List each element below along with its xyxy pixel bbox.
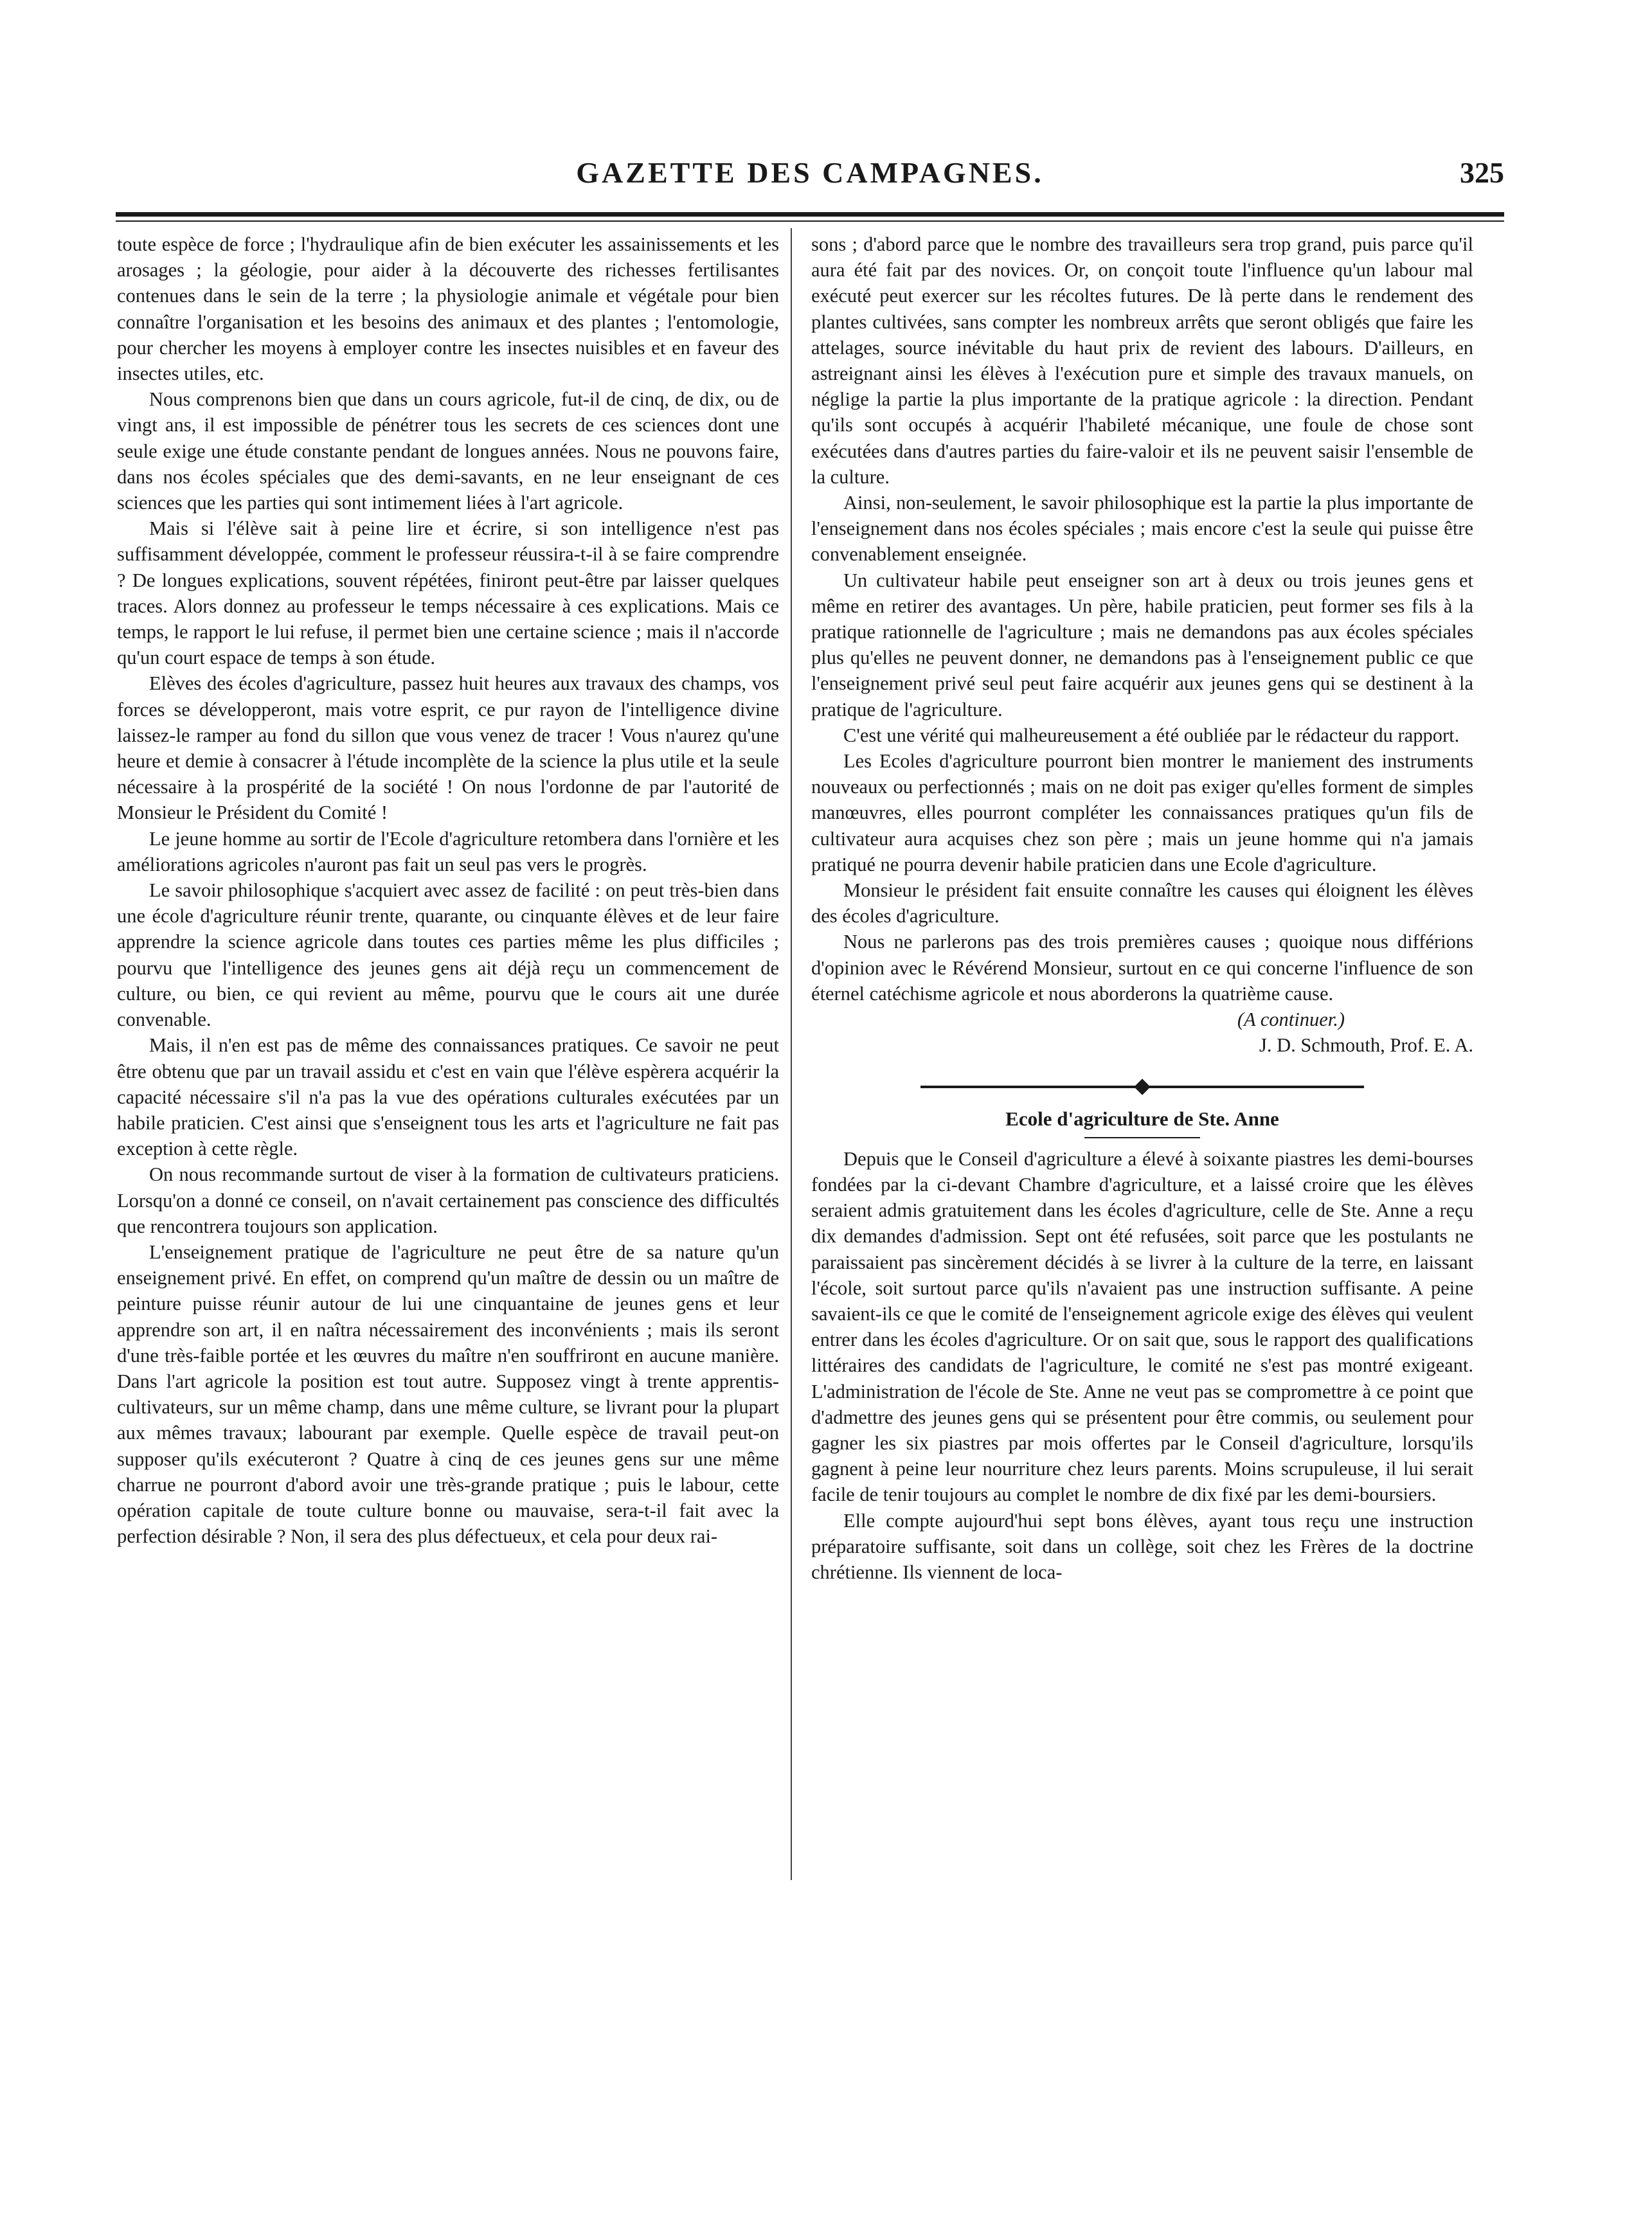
ornament-diamond (1134, 1079, 1150, 1095)
paragraph: Mais si l'élève sait à peine lire et écrire, si son intelligence n'est pas suffisamment développée, comment le professeur réussira-t-il à se faire comprendre ? De longues explications, souvent répétées, finiront peut-être par laisser quelques traces. Alors donnez au professeur le temps nécessaire à ces explications. Mais ce temps, le rapport le lui refuse, il permet bien une certaine science ; mais il n'accorde qu'un court espace de temps à son étude. (117, 517, 779, 669)
paragraph: C'est une vérité qui malheureusement a été oubliée par le rédacteur du rapport. (843, 724, 1460, 746)
paragraph: Elle compte aujourd'hui sept bons élèves, ayant tous reçu une instruction préparatoire suffisante, soit dans un collège, soit chez les Frères de la doctrine chrétienne. Ils viennent de loca- (811, 1509, 1473, 1583)
section-ornament (920, 1077, 1364, 1096)
paragraph: Le jeune homme au sortir de l'Ecole d'agriculture retombera dans l'ornière et les améliorations agricoles n'auront pas fait un seul pas vers le progrès. (117, 827, 779, 875)
right-column-article-end (811, 231, 1473, 1007)
paragraph: Monsieur le président fait ensuite connaître les causes qui éloignent les élèves des écoles d'agriculture. (811, 879, 1473, 927)
paragraph: Elèves des écoles d'agriculture, passez huit heures aux travaux des champs, vos forces se développeront, mais votre esprit, ce pur rayon de l'intelligence divine laissez-le ramper au fond du sillon que vous venez de tracer ! Vous n'aurez qu'une heure et demie à consacrer à l'étude incomplète de la science la plus utile et la seule nécessaire à la prospérité de la société ! On nous l'ordonne de par l'autorité de Monsieur le Président du Comité ! (117, 672, 779, 824)
right-column (811, 231, 1473, 1585)
paragraph: On nous recommande surtout de viser à la formation de cultivateurs praticiens. Lorsqu'on a donné ce conseil, on n'avait certainement pas conscience des difficultés que rencontrera toujours son application. (117, 1163, 779, 1237)
column-divider (791, 228, 792, 1880)
page-header (116, 149, 1504, 201)
paragraph: toute espèce de force ; l'hydraulique afin de bien exécuter les assainissements et les arosages ; la géologie, pour aider à la découverte des richesses fertilisantes contenues dans le sein de la terre ; la physiologie animale et végétale pour bien connaître l'organisation et les besoins des animaux et des plantes ; l'entomologie, pour chercher les moyens à employer contre les insectes nuisibles et en faveur des insectes utiles, etc. (117, 233, 779, 385)
running-title: GAZETTE DES CAMPAGNES. (576, 156, 1044, 189)
continued-note: (A continuer.) (1237, 1008, 1345, 1031)
author-signature: J. D. Schmouth, Prof. E. A. (1259, 1034, 1473, 1057)
paragraph: Mais, il n'en est pas de même des connaissances pratiques. Ce savoir ne peut être obtenu que par un travail assidu et c'est en vain que l'élève espèrera acquérir la capacité nécessaire s'il n'a pas la vue des opérations culturales exécutées par un habile praticien. C'est ainsi que s'enseignent tous les arts et l'agriculture ne fait pas exception à cette règle. (117, 1034, 779, 1160)
paragraph: Les Ecoles d'agriculture pourront bien montrer le maniement des instruments nouveaux ou perfectionnés ; mais on ne doit pas exiger qu'elles forment de simples manœuvres, elles pourront compléter les connaissances pratiques qu'un fils de cultivateur aura acquises chez son père ; mais un jeune homme qui n'a jamais pratiqué ne pourra devenir habile praticien dans une Ecole d'agriculture. (811, 750, 1473, 875)
section-title-rule (1084, 1137, 1200, 1138)
paragraph: Le savoir philosophique s'acquiert avec assez de facilité : on peut très-bien dans une école d'agriculture réunir trente, quarante, ou cinquante élèves et de leur faire apprendre la science agricole dans toutes ces parties même les plus difficiles ; pourvu que l'intelligence des jeunes gens ait déjà reçu un commencement de culture, ou bien, ce qui revient au même, pourvu que le cours ait une durée convenable. (117, 879, 779, 1031)
left-column (117, 231, 779, 1549)
paragraph: Depuis que le Conseil d'agriculture a élevé à soixante piastres les demi-bourses fondées par la ci-devant Chambre d'agriculture, et a laissé croire que les élèves seraient admis gratuitement dans les écoles d'agriculture, celle de Ste. Anne a reçu dix demandes d'admission. Sept ont été refusées, soit parce que les postulants ne paraissaient pas sincèrement décidés à se livrer à la culture de la terre, en laissant l'école, soit surtout parce qu'ils n'avaient pas une instruction suffisante. A peine savaient-ils ce que le comité de l'enseignement agricole exige des élèves qui veulent entrer dans les écoles d'agriculture. Or on sait que, sous le rapport des qualifications littéraires des candidats de l'agriculture, le comité ne s'est pas montré exigeant. L'administration de l'école de Ste. Anne ne veut pas se compromettre à ce point que d'admettre des jeunes gens qui se présentent pour être commis, ou seulement pour gagner les six piastres par mois offertes par le Conseil d'agriculture, lorsqu'ils gagnent à peine leur nourriture chez leurs parents. Moins scrupuleuse, il lui serait facile de tenir toujours au complet le nombre de dix fixé par les demi-boursiers. (811, 1147, 1473, 1506)
header-rule-thick (116, 212, 1504, 217)
page-number: 325 (1460, 156, 1504, 189)
right-column-new-article (811, 1146, 1473, 1585)
paragraph: L'enseignement pratique de l'agriculture ne peut être de sa nature qu'un enseignement privé. En effet, on comprend qu'un maître de dessin ou un maître de peinture puisse réunir autour de lui une cinquantaine de jeunes gens et leur apprendre son art, il en naîtra nécessairement des inconvénients ; mais ils seront d'une très-faible portée et les œuvres du maître n'en souffriront en aucune manière. Dans l'art agricole la position est tout autre. Supposez vingt à trente apprentis-cultivateurs, sur un même champ, dans une même culture, se livrant pour la plupart aux mêmes travaux; labourant par exemple. Quelle espèce de travail peut-on supposer qu'ils exécuteront ? Quatre à cinq de ces jeunes gens sur une même charrue ne pourront d'abord avoir une très-grande pratique ; puis le labour, cette opération capitale de toute culture bonne ou mauvaise, sera-t-il fait avec la perfection désirable ? Non, il sera des plus défectueux, et cela pour deux rai- (117, 1241, 779, 1548)
paragraph: sons ; d'abord parce que le nombre des travailleurs sera trop grand, puis parce qu'il aura été fait par des novices. Or, on conçoit toute l'influence qu'un labour mal exécuté peut exercer sur les récoltes futures. De là perte dans le rendement des plantes cultivées, sans compter les nombreux arrêts que seront obligés que faire les attelages, source inévitable du haut prix de revient des labours. D'ailleurs, en astreignant ainsi les élèves à l'exécution pure et simple des travaux manuels, on néglige la partie la plus importante de la pratique agricole : la direction. Pendant qu'ils sont occupés à acquérir l'habileté mécanique, une foule de chose sont exécutées dans d'autres parties du faire-valoir et ils ne peuvent saisir l'ensemble de la culture. (811, 233, 1473, 488)
paragraph: Un cultivateur habile peut enseigner son art à deux ou trois jeunes gens et même en retirer des avantages. Un père, habile praticien, peut former ses fils à la pratique rationnelle de l'agriculture ; mais ne demandons pas aux écoles spéciales plus qu'elles ne peuvent donner, ne demandons pas à l'enseignement public ce que l'enseignement privé seul peut faire acquérir aux jeunes gens qui se destinent à la pratique de l'agriculture. (811, 569, 1473, 721)
paragraph: Nous ne parlerons pas des trois premières causes ; quoique nous différions d'opinion avec le Révérend Monsieur, surtout en ce qui concerne l'influence de son éternel catéchisme agricole et nous aborderons la quatrième cause. (811, 931, 1473, 1005)
paragraph: Nous comprenons bien que dans un cours agricole, fut-il de cinq, de dix, ou de vingt ans, il est impossible de pénétrer tous les secrets de ces sciences dont une seule exige une étude constante pendant de longues années. Nous ne pouvons faire, dans nos écoles spéciales que des demi-savants, en ne leur enseignant de ces sciences que les parties qui sont intimement liées à l'art agricole. (117, 388, 779, 514)
section-title: Ecole d'agriculture de Ste. Anne (1005, 1107, 1279, 1130)
paragraph: Ainsi, non-seulement, le savoir philosophique est la partie la plus importante de l'enseignement dans nos écoles spéciales ; mais encore c'est la seule qui puisse être convenablement enseignée. (811, 492, 1473, 566)
header-rule-thin (116, 220, 1504, 222)
